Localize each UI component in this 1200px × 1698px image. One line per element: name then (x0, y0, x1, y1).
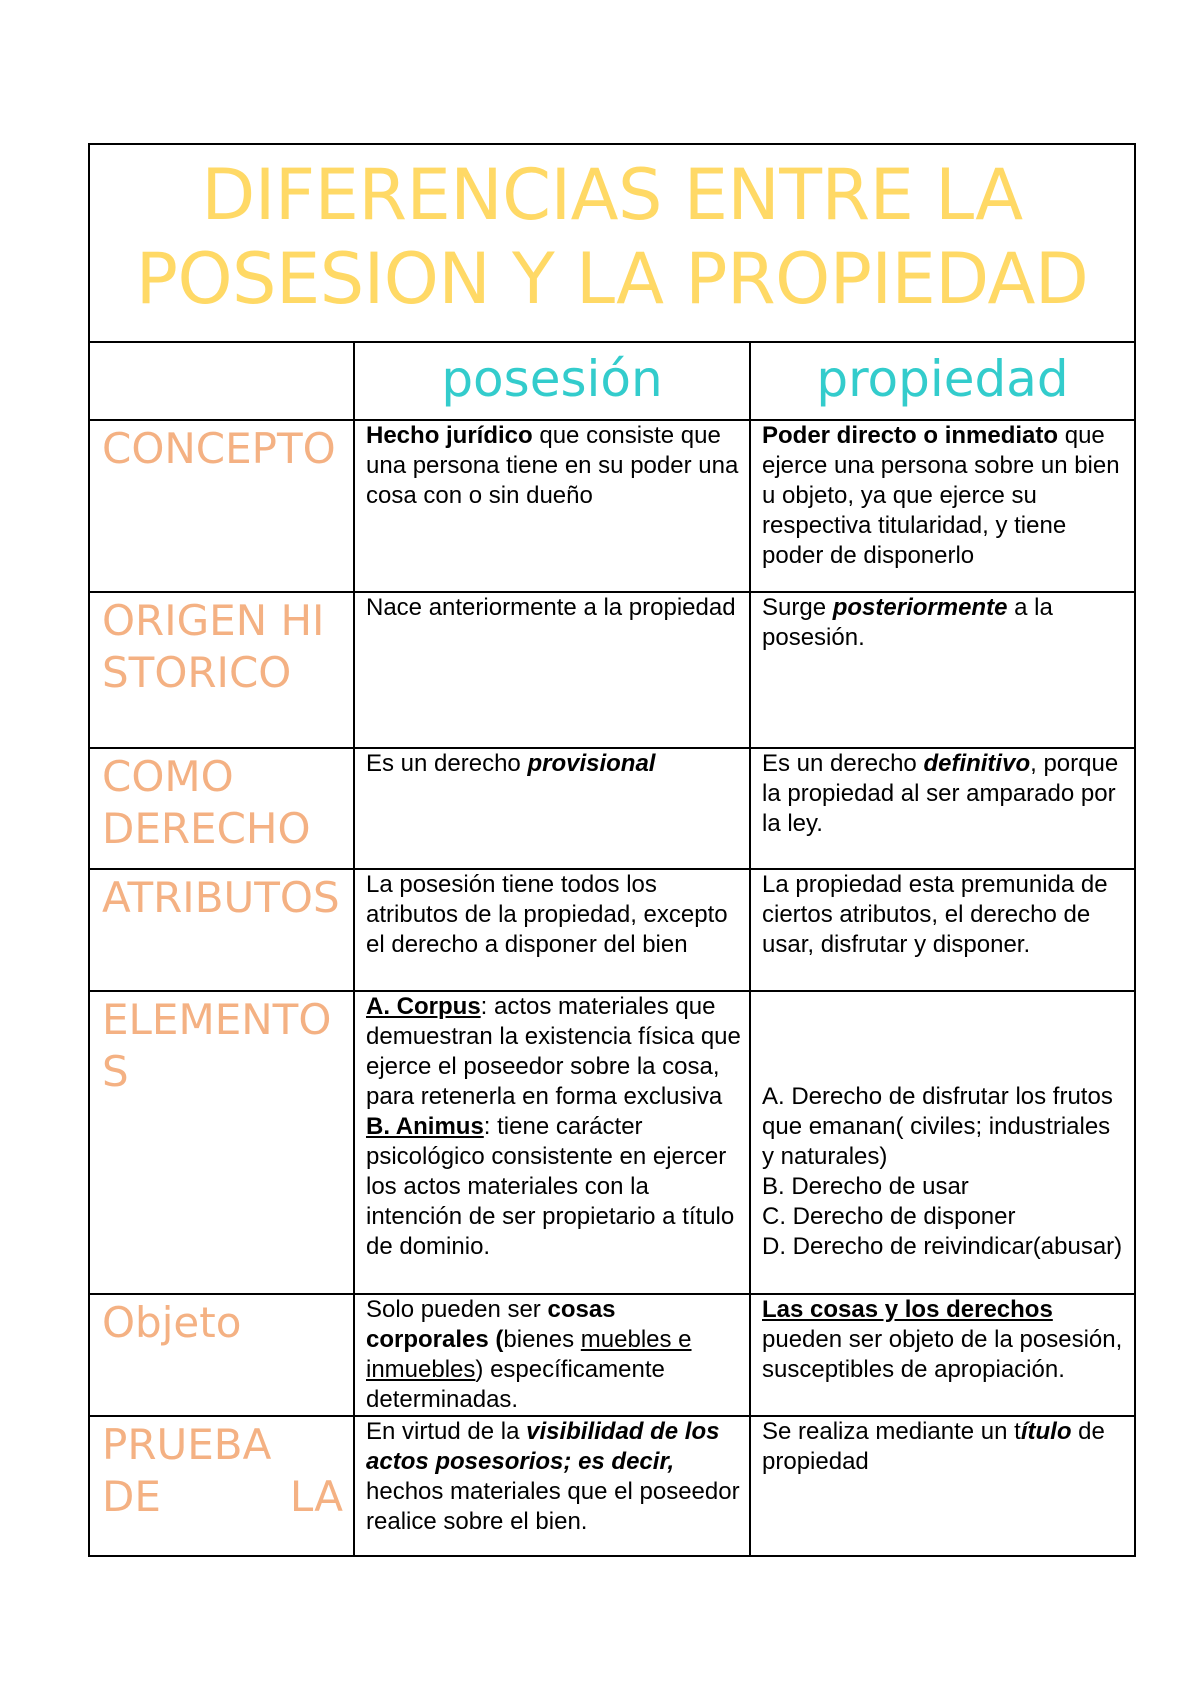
cell-atributos-posesion: La posesión tiene todos los atributos de la propiedad, excepto el derecho a disponer del bien (366, 871, 728, 958)
row-label-prueba (90, 1417, 353, 1523)
bold-term: Poder directo o inmediato (762, 422, 1059, 449)
cell-text: Se realiza mediante un t (762, 1418, 1021, 1445)
cell-text: que consiste que una persona tiene en su poder una cosa con o sin dueño (366, 422, 739, 509)
element-animus-label: B. Animus (366, 1113, 484, 1140)
cell-text: Es un derecho (366, 750, 528, 777)
title-line-2: POSESION Y LA PROPIEDAD (135, 238, 1089, 320)
emphasis-term: posteriormente (832, 594, 1008, 621)
cell-text: Solo pueden ser (366, 1296, 548, 1323)
title-line-1: DIFERENCIAS ENTRE LA (201, 154, 1023, 236)
label-text: COMO DERECHO (102, 752, 311, 853)
cell-text: pueden ser objeto de la posesión, susceptibles de apropiación. (762, 1326, 1123, 1383)
cell-origen-propiedad (751, 593, 1134, 653)
cell-spacer (762, 992, 1126, 1082)
element-corpus-text: : actos materiales que demuestran la existencia física que ejerce el poseedor sobre la cosa, para retenerla en forma exclusiva (366, 993, 741, 1110)
row-label-objeto: Objeto (102, 1298, 242, 1347)
row-label-atributos: ATRIBUTOS (102, 873, 340, 922)
emphasis-term: provisional (527, 750, 656, 777)
emphasis-term: ítulo (1020, 1418, 1072, 1445)
table-row-atributos (89, 869, 1135, 991)
table-row-prueba (89, 1416, 1135, 1556)
cell-prueba-propiedad (751, 1417, 1134, 1477)
bold-term: Hecho jurídico (366, 422, 533, 449)
column-header-propiedad: propiedad (816, 350, 1069, 408)
table-row-concepto (89, 420, 1135, 592)
header-propiedad-cell (750, 342, 1135, 420)
cell-atributos-propiedad: La propiedad esta premunida de ciertos atributos, el derecho de usar, disfrutar y disponer. (762, 871, 1108, 958)
table-row-como-derecho (89, 748, 1135, 869)
comparison-table (88, 143, 1136, 1557)
cell-concepto-propiedad (751, 421, 1134, 571)
header-row (89, 342, 1135, 420)
row-label-como-derecho (90, 749, 353, 855)
list-item: C. Derecho de disponer (762, 1203, 1016, 1230)
label-text: PRUEBA DE LA (102, 1420, 343, 1521)
cell-elementos-propiedad (751, 992, 1134, 1262)
bold-underlined-term: Las cosas y los derechos (762, 1296, 1053, 1323)
row-label-concepto: CONCEPTO (102, 424, 336, 473)
cell-como-derecho-posesion (355, 749, 749, 779)
emphasis-term: definitivo (923, 750, 1031, 777)
cell-text: a la posesión. (762, 594, 1053, 651)
cell-text: , porque la propiedad al ser amparado por la ley. (762, 750, 1119, 837)
cell-text: de propiedad (762, 1418, 1105, 1475)
cell-concepto-posesion (355, 421, 749, 511)
cell-origen-posesion: Nace anteriormente a la propiedad (366, 594, 736, 621)
table-row-elementos (89, 991, 1135, 1294)
title-row (89, 144, 1135, 342)
emphasis-term: visibilidad de los actos posesorios; es decir, (366, 1418, 720, 1475)
cell-objeto-posesion (355, 1295, 749, 1415)
cell-text: ) específicamente determinadas. (366, 1356, 665, 1413)
cell-como-derecho-propiedad (751, 749, 1134, 839)
header-empty-cell (89, 342, 354, 420)
header-posesion-cell (354, 342, 750, 420)
title-cell (89, 144, 1135, 342)
bold-term: cosas corporales ( (366, 1296, 616, 1353)
cell-text: Es un derecho (762, 750, 924, 777)
cell-text: bienes (503, 1326, 581, 1353)
column-header-posesion: posesión (441, 350, 663, 408)
underlined-term: muebles e inmuebles (366, 1326, 692, 1383)
list-item: D. Derecho de reivindicar(abusar) (762, 1233, 1123, 1260)
cell-objeto-propiedad (751, 1295, 1134, 1385)
cell-text: hechos materiales que el poseedor realice sobre el bien. (366, 1478, 740, 1535)
list-item: A. Derecho de disfrutar los frutos que emanan( civiles; industriales y naturales) (762, 1083, 1113, 1170)
row-label-elementos: ELEMENTOS (102, 995, 332, 1096)
cell-prueba-posesion (355, 1417, 749, 1537)
element-corpus-label: A. Corpus (366, 993, 481, 1020)
cell-text: En virtud de la (366, 1418, 527, 1445)
list-item: B. Derecho de usar (762, 1173, 969, 1200)
document-title (90, 145, 1134, 321)
table-row-objeto (89, 1294, 1135, 1416)
cell-text: que ejerce una persona sobre un bien u objeto, ya que ejerce su respectiva titularidad, y tiene poder de disponerlo (762, 422, 1120, 569)
cell-text: Surge (762, 594, 833, 621)
row-label-origen: ORIGEN HISTORICO (102, 596, 325, 697)
cell-elementos-posesion (355, 992, 749, 1262)
element-animus-text: : tiene carácter psicológico consistente en ejercer los actos materiales con la intención de ser propietario a título de dominio. (366, 1113, 735, 1260)
table-row-origen (89, 592, 1135, 748)
